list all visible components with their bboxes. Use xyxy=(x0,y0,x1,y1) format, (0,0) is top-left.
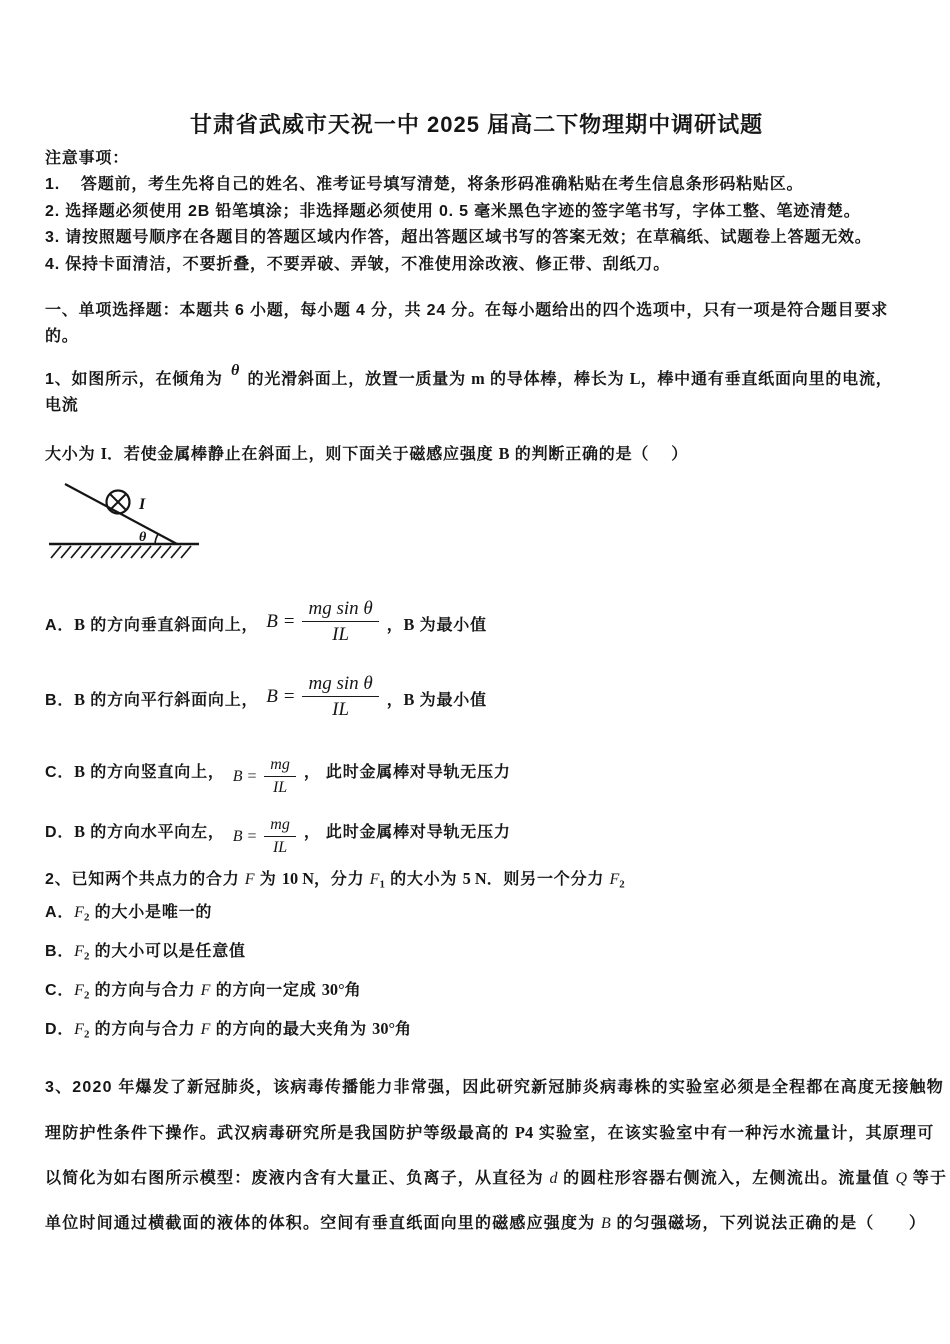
notice-section xyxy=(45,146,908,278)
question-3-stem-line-4: 单位时间通过横截面的液体的体积。空间有垂直纸面向里的磁感应强度为 B 的匀强磁场，下列说法正确的是（ ） xyxy=(45,1215,927,1233)
fraction-denominator: IL xyxy=(332,624,350,646)
question-3-stem-line-3: 以简化为如右图所示模型：废液内含有大量正、负离子，从直径为 d 的圆柱形容器右侧流入，左侧流出。流量值 Q 等于 xyxy=(45,1170,948,1188)
fraction-denominator: IL xyxy=(332,699,350,721)
notice-item-3: 3. 请按照题号顺序在各题目的答题区域内作答，超出答题区域书写的答案无效；在草稿纸、试题卷上答题无效。 xyxy=(45,229,872,246)
inclined-plane-diagram xyxy=(47,478,237,566)
fraction-numerator: mg xyxy=(264,755,296,777)
question-1-stem-line-1: 1、如图所示，在倾角为 θ 的光滑斜面上，放置一质量为 m 的导体棒，棒长为 L，棒中通有垂直纸面向里的电流，电流 xyxy=(45,362,893,414)
angle-label: θ xyxy=(139,530,148,545)
option-text: B．B 的方向平行斜面向上， xyxy=(45,690,259,709)
question-3 xyxy=(45,1065,948,1246)
question-2-option-b: B．$F_2$ 的大小可以是任意值 xyxy=(45,942,246,962)
fraction xyxy=(302,672,378,723)
question-3-stem-line-1: 3、2020 年爆发了新冠肺炎，该病毒传播能力非常强，因此研究新冠肺炎病毒株的实验室必须是全程都在高度无接触物 xyxy=(45,1079,944,1097)
question-1-option-c xyxy=(45,749,908,796)
question-2-option-d: D．$F_2$ 的方向与合力 F 的方向的最大夹角为 30°角 xyxy=(45,1019,412,1041)
angle-arc xyxy=(155,534,159,545)
formula-lhs: B = xyxy=(266,610,296,632)
formula-b-mgsin-theta-over-il xyxy=(266,597,378,648)
fraction-numerator: mg xyxy=(264,815,296,837)
fraction xyxy=(264,815,296,858)
current-into-page-icon xyxy=(107,491,130,514)
question-1-option-b xyxy=(45,665,908,721)
fraction-denominator: IL xyxy=(272,779,288,796)
formula-lhs: B = xyxy=(232,827,258,845)
formula-lhs: B = xyxy=(232,767,258,785)
option-text: A．B 的方向垂直斜面向上， xyxy=(45,615,259,634)
question-1 xyxy=(45,362,908,856)
option-text: C．B 的方向竖直向上， xyxy=(45,762,225,781)
question-2 xyxy=(45,867,908,1051)
question-1-stem-line-2: 大小为 I．若使金属棒静止在斜面上，则下面关于磁感应强度 B 的判断正确的是（ ） xyxy=(45,444,689,463)
fraction-numerator: mg sin θ xyxy=(302,672,378,698)
question-1-option-a xyxy=(45,590,908,646)
page-title: 甘肃省武威市天祝一中 2025 届高二下物理期中调研试题 xyxy=(189,112,764,137)
notice-item-4: 4. 保持卡面清洁，不要折叠，不要弄破、弄皱，不准使用涂改液、修正带、刮纸刀。 xyxy=(45,255,670,273)
question-2-option-c: C．$F_2$ 的方向与合力 F 的方向一定成 30°角 xyxy=(45,979,362,1001)
fraction xyxy=(302,597,378,648)
fraction-numerator: mg sin θ xyxy=(302,597,378,623)
question-2-option-a: A．$F_2$ 的大小是唯一的 xyxy=(45,904,213,924)
option-text: ，B 为最小值 xyxy=(386,615,487,634)
option-text: ， 此时金属棒对导轨无压力 xyxy=(303,824,511,841)
option-text: ， 此时金属棒对导轨无压力 xyxy=(303,764,511,781)
formula-b-mg-over-il xyxy=(233,815,296,858)
notice-item-1: 1. 答题前，考生先将自己的姓名、准考证号填写清楚，将条形码准确粘贴在考生信息条形码粘贴区。 xyxy=(45,176,804,193)
question-1-figure xyxy=(47,478,908,566)
formula-lhs: B = xyxy=(266,685,296,707)
formula-b-mg-over-il xyxy=(233,755,296,798)
formula-b-mgsin-theta-over-il xyxy=(266,672,378,723)
fraction xyxy=(264,755,296,798)
current-label: I xyxy=(139,496,147,513)
option-text: D．B 的方向水平向左， xyxy=(45,822,225,841)
notice-item-2: 2. 选择题必须使用 2B 铅笔填涂；非选择题必须使用 0. 5 毫米黑色字迹的签字笔书写，字体工整、笔迹清楚。 xyxy=(45,202,861,220)
question-2-stem: 2、已知两个共点力的合力 F 为 10 N，分力 $F_1$ 的大小为 5 N．则另一个分力 $F_2$ xyxy=(45,869,625,891)
question-1-option-d xyxy=(45,809,908,856)
option-text: ，B 为最小值 xyxy=(386,690,487,709)
notice-label: 注意事项： xyxy=(45,150,130,167)
question-3-stem-line-2: 理防护性条件下操作。武汉病毒研究所是我国防护等级最高的 P4 实验室，在该实验室中有一种污水流量计，其原理可 xyxy=(45,1123,935,1143)
ground-hatching xyxy=(51,546,191,558)
section-1-heading: 一、单项选择题：本题共 6 小题，每小题 4 分，共 24 分。在每小题给出的四个选项中，只有一项是符合题目要求的。 xyxy=(45,302,889,345)
fraction-denominator: IL xyxy=(272,839,288,856)
